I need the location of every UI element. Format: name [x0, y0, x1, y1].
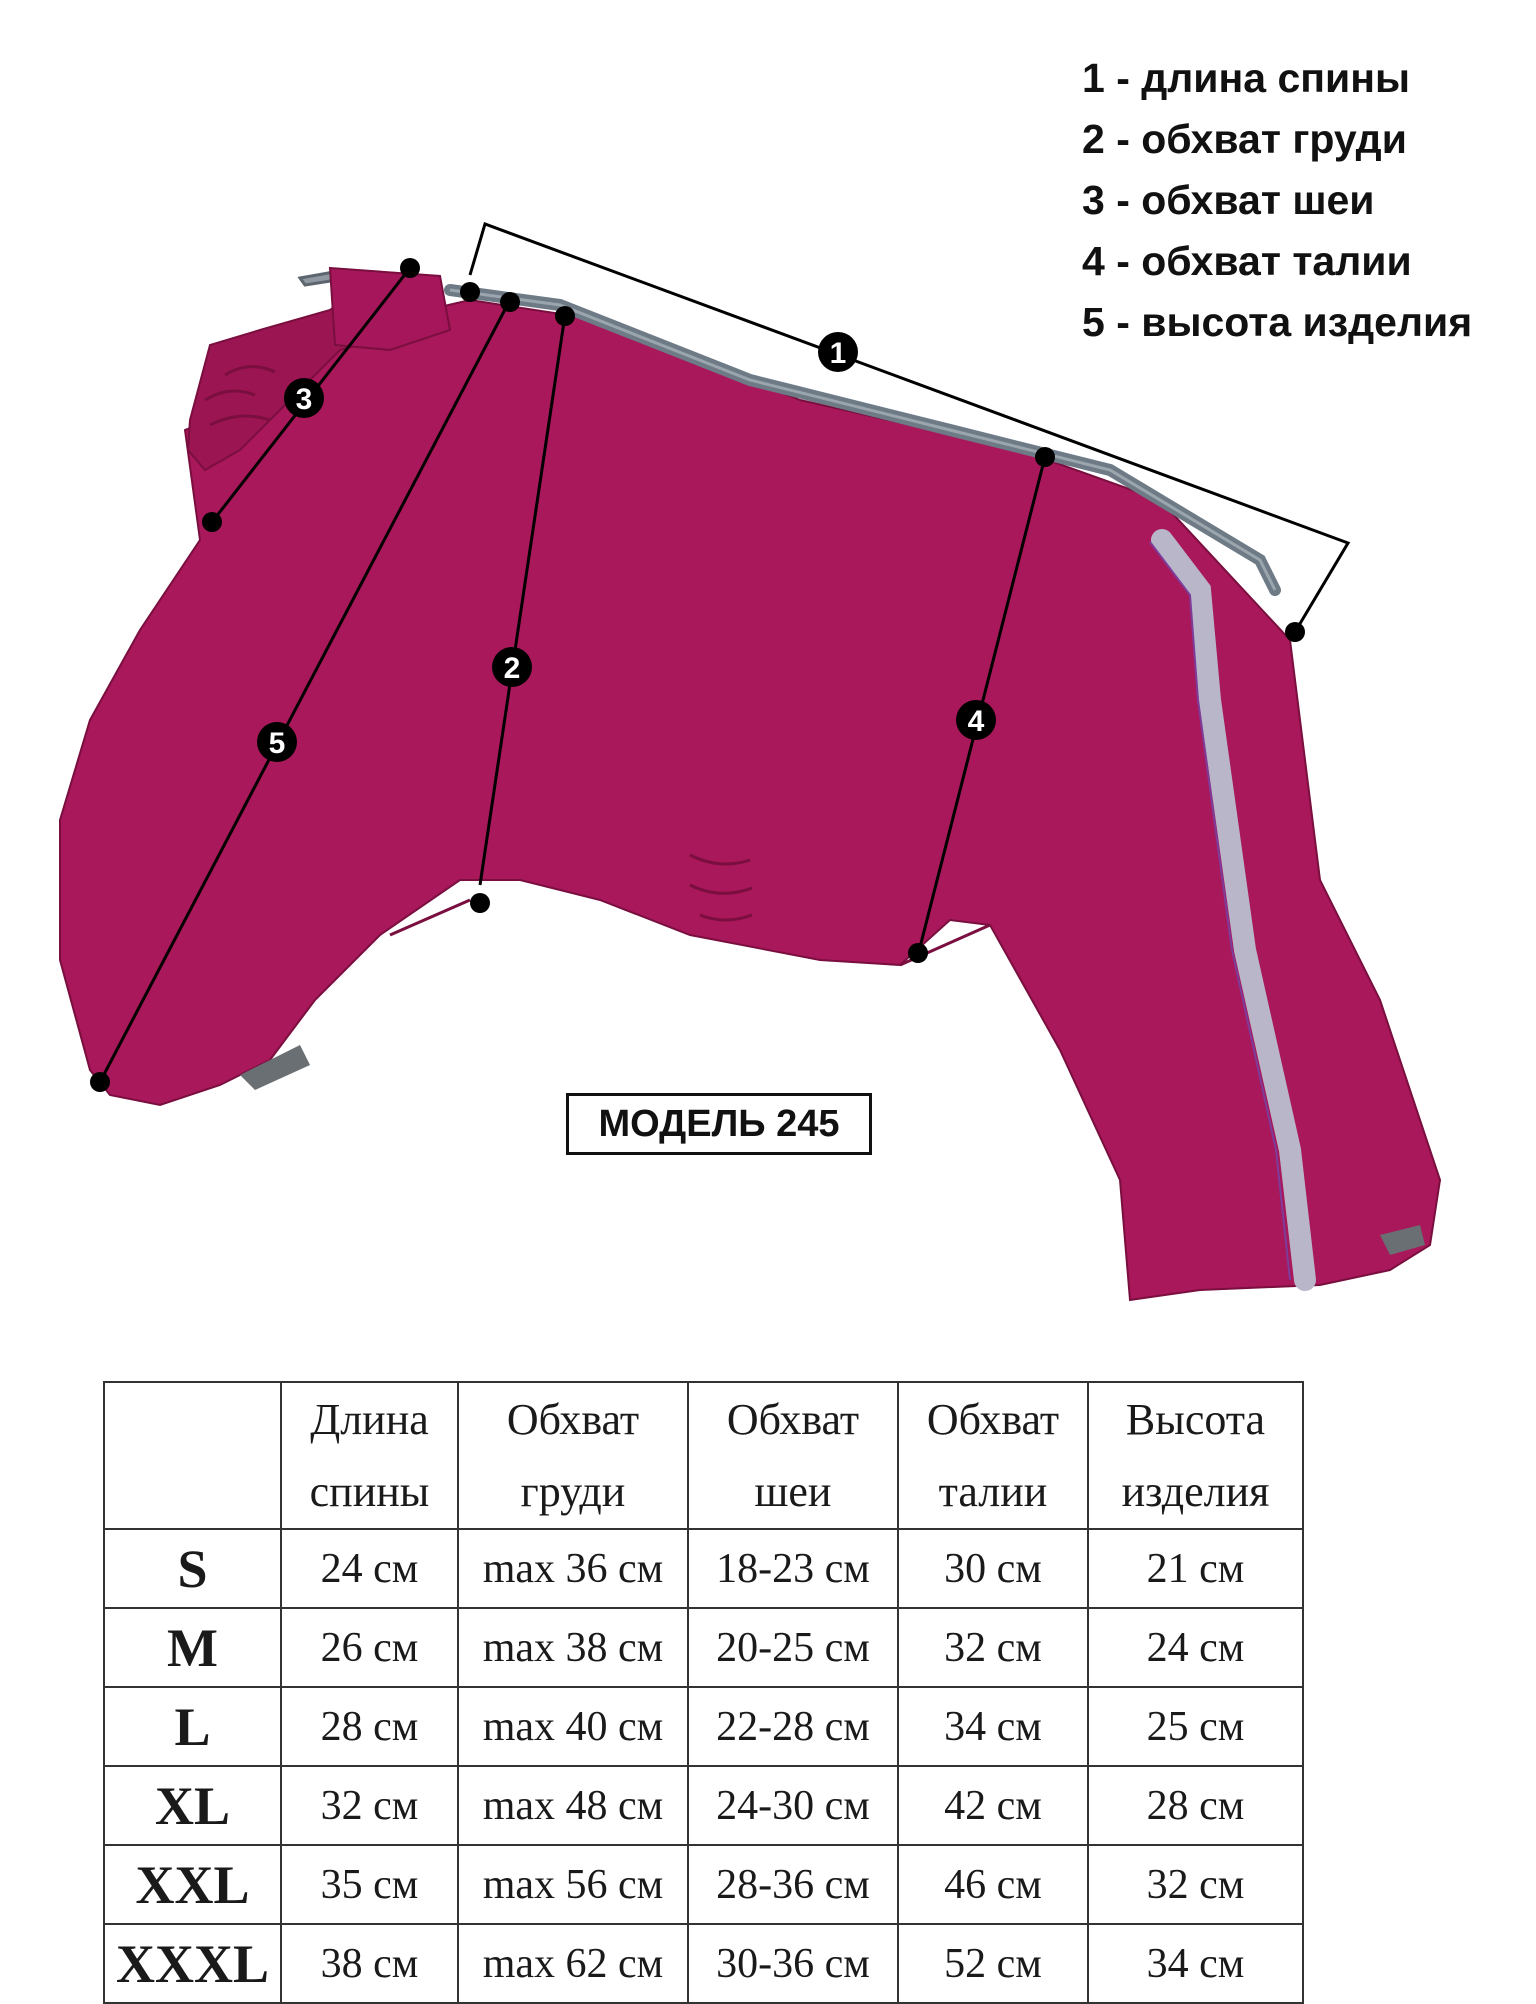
table-row — [104, 1608, 1303, 1687]
point — [555, 306, 575, 326]
size-cell: M — [104, 1608, 281, 1687]
size-cell: XXXL — [104, 1924, 281, 2003]
marker-2 — [492, 647, 532, 687]
table-cell: max 48 см — [458, 1766, 688, 1845]
table-row — [104, 1687, 1303, 1766]
table-cell: 32 см — [898, 1608, 1088, 1687]
marker-1 — [818, 332, 858, 372]
legend-item-waist-girth: 4 - обхват талии — [1082, 238, 1412, 284]
table-cell: 25 см — [1088, 1687, 1303, 1766]
point — [90, 1072, 110, 1092]
table-cell: 18-23 см — [688, 1529, 898, 1608]
point — [460, 282, 480, 302]
size-cell: XL — [104, 1766, 281, 1845]
table-cell: 46 см — [898, 1845, 1088, 1924]
table-cell: 28-36 см — [688, 1845, 898, 1924]
header-chest-girth: Обхват груди — [458, 1382, 688, 1529]
table-cell: 32 см — [281, 1766, 458, 1845]
table-row — [104, 1924, 1303, 2003]
point — [1285, 622, 1305, 642]
point — [202, 512, 222, 532]
table-cell: 42 см — [898, 1766, 1088, 1845]
point — [908, 943, 928, 963]
marker-4 — [956, 700, 996, 740]
header-size — [104, 1382, 281, 1529]
svg-text:3: 3 — [295, 383, 313, 416]
size-cell: L — [104, 1687, 281, 1766]
svg-text:2: 2 — [503, 652, 521, 685]
point — [500, 292, 520, 312]
table-cell: 35 см — [281, 1845, 458, 1924]
legend-item-back-length: 1 - длина спины — [1082, 55, 1411, 101]
point — [1035, 447, 1055, 467]
svg-text:5: 5 — [268, 727, 286, 760]
legend-item-height: 5 - высота изделия — [1082, 299, 1473, 345]
table-cell: max 62 см — [458, 1924, 688, 2003]
point — [400, 258, 420, 278]
table-cell: 28 см — [1088, 1766, 1303, 1845]
table-cell: 32 см — [1088, 1845, 1303, 1924]
measurement-legend — [1082, 48, 1472, 353]
table-cell: 38 см — [281, 1924, 458, 2003]
table-cell: 30 см — [898, 1529, 1088, 1608]
table-cell: 26 см — [281, 1608, 458, 1687]
table-row — [104, 1845, 1303, 1924]
table-header-row — [104, 1382, 1303, 1529]
header-height: Высота изделия — [1088, 1382, 1303, 1529]
size-cell: S — [104, 1529, 281, 1608]
header-neck-girth: Обхват шеи — [688, 1382, 898, 1529]
table-cell: 34 см — [898, 1687, 1088, 1766]
table-cell: 30-36 см — [688, 1924, 898, 2003]
table-cell: 22-28 см — [688, 1687, 898, 1766]
svg-text:1: 1 — [829, 337, 847, 370]
table-cell: 34 см — [1088, 1924, 1303, 2003]
table-row — [104, 1766, 1303, 1845]
table-cell: 28 см — [281, 1687, 458, 1766]
table-cell: 20-25 см — [688, 1608, 898, 1687]
table-cell: max 40 см — [458, 1687, 688, 1766]
table-cell: max 38 см — [458, 1608, 688, 1687]
point — [470, 893, 490, 913]
legend-item-chest-girth: 2 - обхват груди — [1082, 116, 1407, 162]
svg-text:4: 4 — [967, 705, 985, 738]
header-waist-girth: Обхват талии — [898, 1382, 1088, 1529]
marker-3 — [284, 378, 324, 418]
header-back-length: Длина спины — [281, 1382, 458, 1529]
table-cell: 21 см — [1088, 1529, 1303, 1608]
table-row — [104, 1529, 1303, 1608]
marker-5 — [257, 722, 297, 762]
table-cell: 52 см — [898, 1924, 1088, 2003]
table-cell: max 36 см — [458, 1529, 688, 1608]
size-table — [103, 1381, 1304, 2004]
model-label: МОДЕЛЬ 245 — [566, 1093, 872, 1155]
table-cell: 24 см — [1088, 1608, 1303, 1687]
size-cell: XXL — [104, 1845, 281, 1924]
table-cell: 24-30 см — [688, 1766, 898, 1845]
table-cell: 24 см — [281, 1529, 458, 1608]
table-cell: max 56 см — [458, 1845, 688, 1924]
legend-item-neck-girth: 3 - обхват шеи — [1082, 177, 1375, 223]
